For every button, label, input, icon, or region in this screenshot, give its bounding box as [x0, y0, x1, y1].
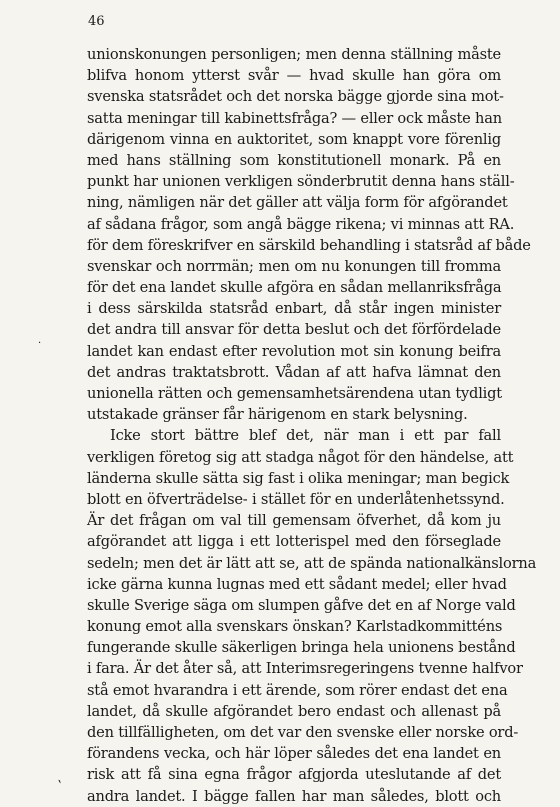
text-line: af sådana frågor, som angå bägge rikena; vi minnas att RA. [87, 215, 515, 233]
margin-stroke-icon: ˎ [56, 764, 70, 785]
text-line: verkligen företog sig att stadga något för den händelse, att [87, 448, 514, 466]
text-line: blifva honom ytterst svår — hvad skulle han göra om [87, 67, 501, 85]
text-line: risk att få sina egna frågor afgjorda uteslutande af det [87, 766, 501, 784]
text-line: unionskonungen personligen; men denna ställning måste [87, 46, 501, 63]
text-line: för det ena landet skulle afgöra en sådan mellanriksfråga [87, 279, 502, 297]
text-line: sedeln; men det är lätt att se, att de spända nationalkänslorna [87, 554, 537, 572]
text-line: ning, nämligen när det gäller att välja form för afgörandet [87, 194, 508, 212]
text-line: stå emot hvarandra i ett ärende, som rörer endast det ena [87, 681, 508, 699]
text-line: för dem föreskrifver en särskild behandling i statsråd af både [87, 236, 531, 254]
body-text [87, 44, 537, 807]
text-line: svenska statsrådet och det norska bägge gjorde sina mot- [87, 88, 504, 106]
text-line: i dess särskilda statsråd enbart, då står ingen minister [87, 300, 501, 318]
text-line: punkt har unionen verkligen sönderbrutit denna hans ställ- [87, 173, 515, 191]
text-line: Icke stort bättre blef det, när man i ett par fall [110, 427, 501, 445]
text-line: landet kan endast efter revolution mot sin konung beifra [87, 342, 501, 360]
text-line: andra landet. I bägge fallen har man således, blott och [87, 787, 501, 805]
text-line: Är det frågan om val till gemensam öfverhet, då kom ju [87, 512, 501, 530]
text-line: blott en öfverträdelse- i stället för en underlåtenhetssynd. [87, 490, 505, 508]
margin-speck-icon: · [38, 338, 42, 349]
text-line: därigenom vinna en auktoritet, som knappt vore förenlig [87, 130, 501, 148]
text-line: förandens vecka, och här löper således det ena landet en [87, 745, 501, 763]
page-number: 46 [88, 14, 105, 29]
text-line: konung emot alla svenskars önskan? Karlstadkommitténs [87, 618, 503, 636]
text-line: fungerande skulle säkerligen bringa hela unionens bestånd [87, 639, 516, 657]
text-line: det andras traktatsbrott. Vådan af att hafva lämnat den [87, 363, 501, 381]
text-line: afgörandet att ligga i ett lotterispel med den förseglade [87, 533, 501, 551]
text-line: i fara. Är det åter så, att Interimsregeringens tvenne halfvor [87, 660, 523, 678]
text-line: den tillfälligheten, om det var den svenske eller norske ord- [87, 724, 519, 741]
text-line: utstakade gränser får härigenom en stark belysning. [87, 406, 468, 424]
text-line: icke gärna kunna lugnas med ett sådant medel; eller hvad [87, 575, 507, 593]
text-line: svenskar och norrmän; men om nu konungen till fromma [87, 257, 501, 275]
text-line: skulle Sverige säga om slumpen gåfve det en af Norge vald [87, 596, 516, 614]
text-line: satta meningar till kabinettsfråga? — eller ock måste han [87, 109, 502, 127]
text-line: det andra till ansvar för detta beslut och det förfördelade [87, 321, 501, 339]
text-line: landet, då skulle afgörandet bero endast och allenast på [87, 702, 501, 720]
text-line: med hans ställning som konstitutionell monark. På en [87, 151, 501, 169]
text-line: länderna skulle sätta sig fast i olika meningar; man begick [87, 469, 510, 487]
text-line: unionella rätten och gemensamhetsärendena utan tydligt [87, 385, 502, 402]
